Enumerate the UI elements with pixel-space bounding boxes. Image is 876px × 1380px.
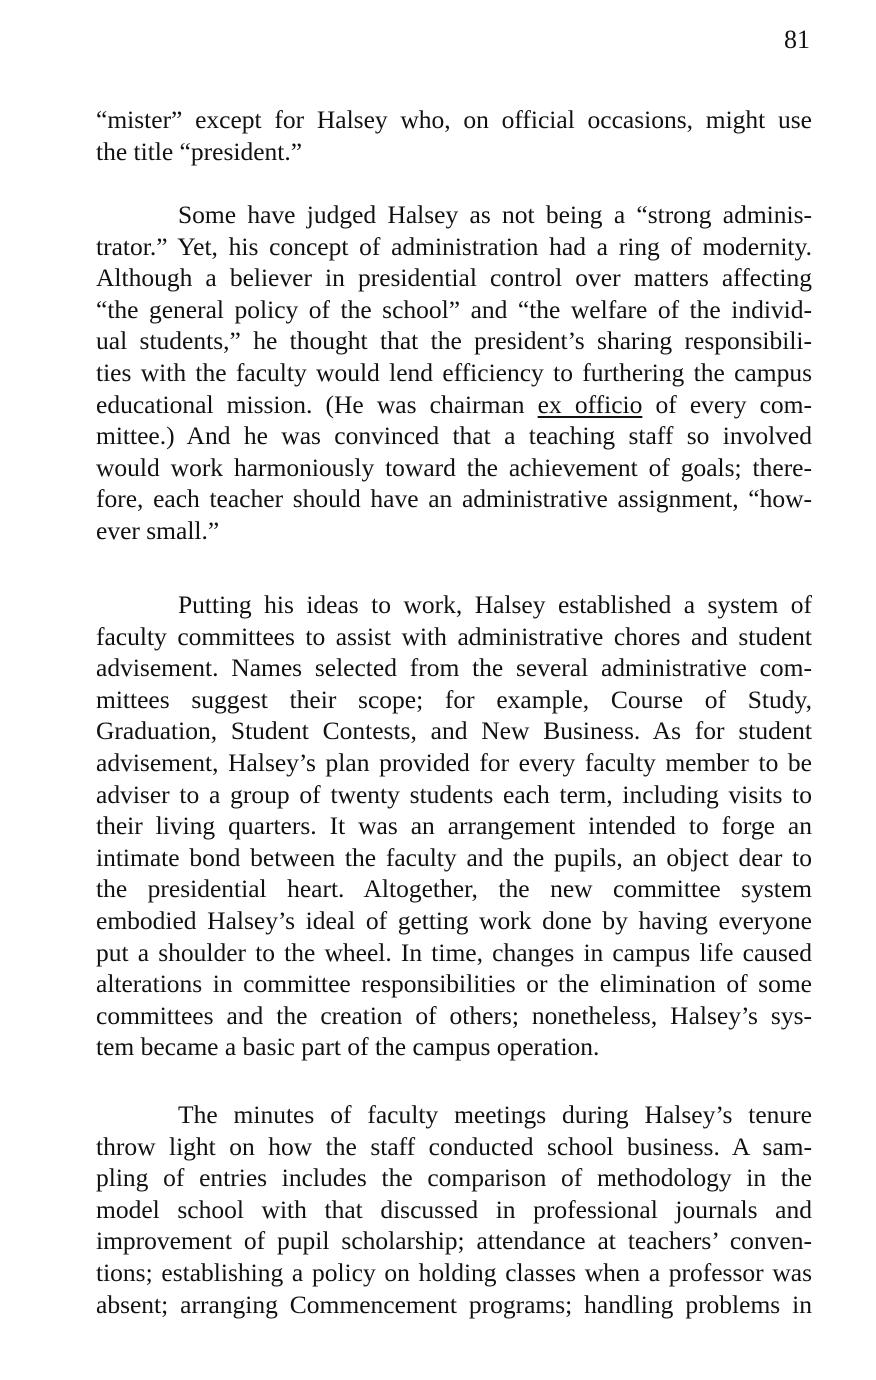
text-line: committees and the creation of others; nonetheless, Halsey’s sys- bbox=[96, 1000, 812, 1030]
text-line: fore, each teacher should have an administrative assignment, “how- bbox=[96, 484, 812, 514]
text-line: advisement. Names selected from the several administrative com- bbox=[96, 653, 812, 683]
paragraph-2 bbox=[96, 199, 812, 547]
text-line: trator.” Yet, his concept of administration had a ring of modernity. bbox=[96, 231, 812, 261]
paragraph-3 bbox=[96, 589, 812, 1063]
text-line: mittee.) And he was convinced that a teaching staff so involved bbox=[96, 421, 812, 451]
text-line: model school with that discussed in professional journals and bbox=[96, 1194, 812, 1224]
text-line: the presidential heart. Altogether, the new committee system bbox=[96, 874, 812, 904]
text-line-with-emphasis bbox=[96, 389, 812, 421]
text-line: ever small.” bbox=[96, 515, 220, 545]
text-line: “mister” except for Halsey who, on official occasions, might use bbox=[96, 105, 812, 134]
text-line: tions; establishing a policy on holding classes when a professor was bbox=[96, 1257, 812, 1287]
text-line: mittees suggest their scope; for example, Course of Study, bbox=[96, 684, 812, 714]
text-line: Putting his ideas to work, Halsey established a system of bbox=[178, 590, 812, 619]
paragraph-1 bbox=[96, 104, 812, 167]
text-line: advisement, Halsey’s plan provided for every faculty member to be bbox=[96, 747, 812, 777]
text-line: The minutes of faculty meetings during Halsey’s tenure bbox=[178, 1100, 812, 1129]
page-number: 81 bbox=[784, 25, 810, 54]
text-line: ual students,” he thought that the president’s sharing responsibili- bbox=[96, 326, 812, 356]
text-line: would work harmoniously toward the achievement of goals; there- bbox=[96, 452, 812, 482]
text-line: pling of entries includes the comparison of methodology in the bbox=[96, 1163, 812, 1193]
text-line: put a shoulder to the wheel. In time, changes in campus life caused bbox=[96, 937, 812, 967]
text-line: Although a believer in presidential control over matters affecting bbox=[96, 263, 812, 293]
text-line: improvement of pupil scholarship; attendance at teachers’ conven- bbox=[96, 1226, 812, 1256]
text-line: faculty committees to assist with administrative chores and student bbox=[96, 621, 812, 651]
paragraph-4 bbox=[96, 1099, 812, 1320]
text-line: the title “president.” bbox=[96, 136, 303, 166]
text-line: ties with the faculty would lend efficiency to furthering the campus bbox=[96, 357, 812, 387]
text-line: intimate bond between the faculty and the pupils, an object dear to bbox=[96, 842, 812, 872]
text-line: Some have judged Halsey as not being a “strong adminis- bbox=[178, 200, 812, 229]
text-line: “the general policy of the school” and “the welfare of the individ- bbox=[96, 294, 812, 324]
text-line: embodied Halsey’s ideal of getting work done by having everyone bbox=[96, 905, 812, 935]
text-line: tem became a basic part of the campus operation. bbox=[96, 1032, 600, 1062]
underlined-term: ex officio bbox=[537, 389, 643, 419]
text-line: Graduation, Student Contests, and New Business. As for student bbox=[96, 716, 812, 746]
text-segment: of every com- bbox=[642, 389, 812, 419]
text-line: throw light on how the staff conducted school business. A sam- bbox=[96, 1131, 812, 1161]
text-line: alterations in committee responsibilities or the elimination of some bbox=[96, 969, 812, 999]
text-line: absent; arranging Commencement programs; handling problems in bbox=[96, 1289, 812, 1319]
text-line: their living quarters. It was an arrangement intended to forge an bbox=[96, 811, 812, 841]
text-line: adviser to a group of twenty students each term, including visits to bbox=[96, 779, 812, 809]
text-segment: educational mission. (He was chairman bbox=[96, 389, 538, 419]
